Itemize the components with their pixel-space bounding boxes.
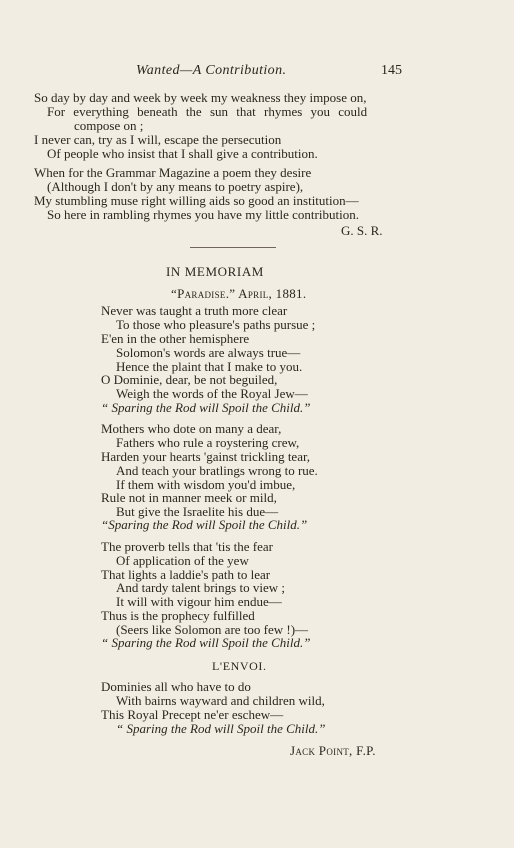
poem-line: When for the Grammar Magazine a poem they desire [34, 165, 312, 180]
poem-line: I never can, try as I will, escape the persecution [34, 132, 282, 147]
refrain-line: “ Sparing the Rod will Spoil the Child.” [101, 400, 311, 415]
poem-line: That lights a laddie's path to lear [101, 567, 271, 582]
poem-line: This Royal Precept ne'er eschew— [101, 707, 284, 722]
poem-line: O Dominie, dear, be not beguiled, [101, 372, 278, 387]
running-header-title: Wanted—A Contribution. [136, 63, 287, 78]
poem-line: E'en in the other hemisphere [101, 331, 250, 346]
poem-line: So here in rambling rhymes you have my little contribution. [47, 207, 359, 222]
poem-line: For everything beneath the sun that rhymes you could [47, 104, 368, 119]
poem-line: So day by day and week by week my weakness they impose on, [34, 90, 367, 105]
poem-subtitle: “Paradise.” April, 1881. [171, 286, 307, 301]
poem-line: Harden your hearts 'gainst trickling tear, [101, 449, 311, 464]
poem-line: The proverb tells that 'tis the fear [101, 539, 274, 554]
poem-line: To those who pleasure's paths pursue ; [116, 317, 316, 332]
poem-line: Of application of the yew [116, 553, 249, 568]
poem-line: (Seers like Solomon are too few !)— [116, 622, 309, 637]
page-number: 145 [381, 63, 402, 78]
poem-line: Mothers who dote on many a dear, [101, 421, 282, 436]
poem-line: My stumbling muse right willing aids so good an institution— [34, 193, 359, 208]
poem-line: With bairns wayward and children wild, [116, 693, 325, 708]
poem-line: Hence the plaint that I make to you. [116, 359, 303, 374]
section-divider [190, 247, 276, 248]
poem-line: Dominies all who have to do [101, 679, 251, 694]
poem-line: Rule not in manner meek or mild, [101, 490, 277, 505]
poem-line: (Although I don't by any means to poetry aspire), [47, 179, 304, 194]
envoi-heading: L'ENVOI. [212, 659, 267, 673]
poem-line: Fathers who rule a roystering crew, [116, 435, 300, 450]
poem-line: Of people who insist that I shall give a contribution. [47, 146, 318, 161]
signature-jack-point: Jack Point, F.P. [290, 743, 376, 758]
section-heading: IN MEMORIAM [166, 264, 264, 279]
poem-line: Never was taught a truth more clear [101, 303, 288, 318]
poem-line: And teach your bratlings wrong to rue. [116, 463, 318, 478]
poem-line: It will with vigour him endue— [116, 594, 282, 609]
poem-line: Weigh the words of the Royal Jew— [116, 386, 308, 401]
refrain-line: “ Sparing the Rod will Spoil the Child.” [101, 635, 311, 650]
signature-gsr: G. S. R. [341, 223, 383, 238]
poem-line: Thus is the prophecy fulfilled [101, 608, 255, 623]
poem-line: And tardy talent brings to view ; [116, 580, 285, 595]
poem-line: compose on ; [74, 118, 144, 133]
poem-line: But give the Israelite his due— [116, 504, 279, 519]
poem-line: Solomon's words are always true— [116, 345, 301, 360]
poem-line: If them with wisdom you'd imbue, [116, 477, 296, 492]
refrain-line: “ Sparing the Rod will Spoil the Child.” [116, 721, 326, 736]
refrain-line: “Sparing the Rod will Spoil the Child.” [101, 517, 308, 532]
